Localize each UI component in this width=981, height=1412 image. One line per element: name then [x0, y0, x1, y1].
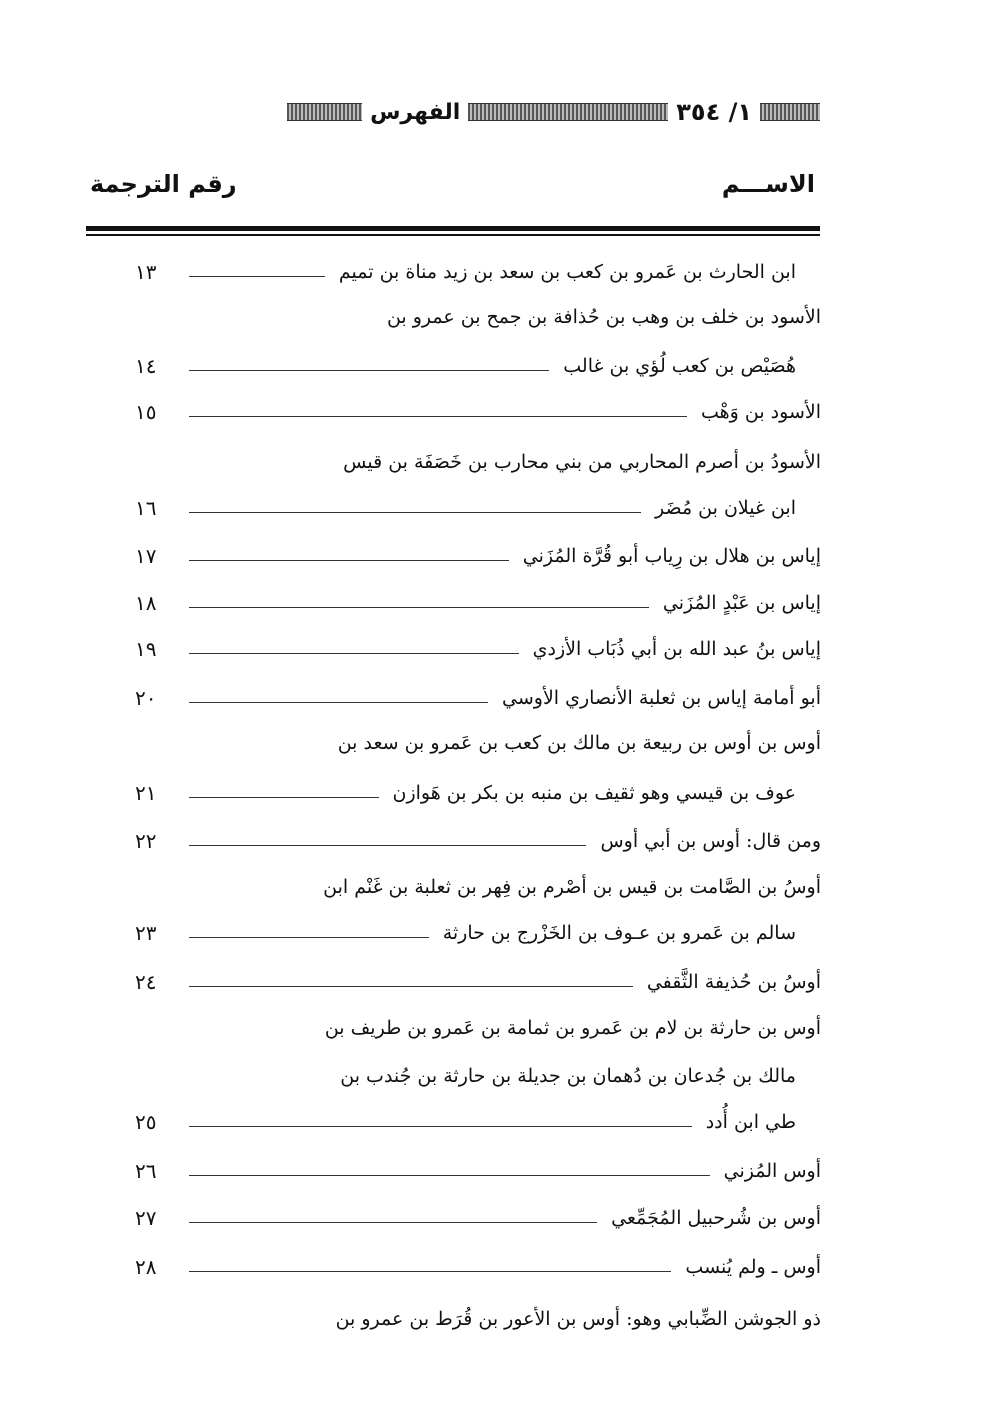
entry-text: ومن قال: أوس بن أبي أوس	[600, 830, 821, 852]
entry-number: ٢١	[135, 781, 157, 805]
entry-number: ١٩	[135, 637, 157, 661]
entry-text: ابن الحارث بن عَمرو بن كعب بن سعد بن زيد مناة بن تميم	[338, 261, 796, 283]
index-entry	[135, 1299, 821, 1339]
entry-text: أبو أمامة إياس بن ثعلبة الأنصاري الأوسي	[502, 687, 821, 709]
index-entry	[135, 1008, 821, 1048]
entry-text: أوس بن حارثة بن لام بن عَمرو بن ثمامة بن عَمرو بن طريف بن	[324, 1017, 821, 1039]
entry-text: الأسود بن خلف بن وهب بن حُذافة بن جمح بن عمرو بن	[386, 306, 821, 328]
number-column-heading: رقم الترجمة	[90, 170, 237, 198]
entry-number: ٢٧	[135, 1206, 157, 1230]
dot-leader	[189, 937, 429, 938]
index-entry	[135, 1247, 821, 1287]
dot-leader	[189, 1175, 710, 1176]
heading-rule	[86, 234, 820, 236]
entry-text: أوسُ بن الصَّامت بن قيس بن أصْرم بن فِهر بن ثعلبة بن غَنْم ابن	[323, 876, 821, 898]
index-entry	[135, 583, 821, 623]
entry-text: أوس بن شُرحبيل المُجَمِّعي	[611, 1207, 821, 1229]
header-ornament-bar	[287, 103, 362, 121]
index-entry	[135, 723, 821, 763]
entry-number: ٢٢	[135, 829, 157, 853]
entry-number: ٢٠	[135, 686, 157, 710]
index-entry	[135, 346, 796, 386]
entry-number: ١٥	[135, 400, 157, 424]
dot-leader	[189, 797, 379, 798]
entry-text: أوسُ بن حُذيفة الثَّقفي	[646, 971, 821, 993]
entry-number: ٢٥	[135, 1110, 157, 1134]
entry-text: أوس المُزني	[723, 1160, 821, 1182]
name-column-heading: الاســـم	[721, 170, 815, 198]
index-entry	[135, 678, 821, 718]
header-ornament-bar	[468, 103, 668, 121]
entry-number: ٢٣	[135, 921, 157, 945]
entry-text: إياس بن هلال بن رِياب أبو قُرَّة المُزَني	[522, 545, 821, 567]
header-ornament-bar	[760, 103, 820, 121]
entry-text: مالك بن جُدعان بن دُهمان بن جديلة بن حارثة بن جُندب بن	[340, 1065, 796, 1087]
index-entry	[135, 1151, 821, 1191]
dot-leader	[189, 607, 649, 608]
entry-number: ١٨	[135, 591, 157, 615]
dot-leader	[189, 416, 687, 417]
index-entry	[135, 773, 796, 813]
index-entry	[135, 442, 821, 482]
index-entry	[135, 1198, 821, 1238]
entry-text: طي ابن أُدد	[705, 1111, 796, 1133]
entry-number: ٢٦	[135, 1159, 157, 1183]
entry-text: أوس بن أوس بن ربيعة بن مالك بن كعب بن عَمرو بن سعد بن	[337, 732, 821, 754]
entry-text: الأسود بن وَهْب	[701, 401, 821, 423]
entry-text: إياس بنُ عبد الله بن أبي ذُبَاب الأزدي	[532, 638, 821, 660]
entry-text: عوف بن قيسي وهو ثقيف بن منبه بن بكر بن هَوازن	[392, 782, 796, 804]
index-entry	[135, 252, 796, 292]
entry-text: هُصَيْص بن كعب لُؤي بن غالب	[563, 355, 796, 377]
dot-leader	[189, 702, 488, 703]
index-entry	[135, 536, 821, 576]
index-entry	[135, 867, 821, 907]
dot-leader	[189, 653, 519, 654]
dot-leader	[189, 986, 633, 987]
index-entry	[135, 297, 821, 337]
entry-text: سالم بن عَمرو بن عـوف بن الخَزْرج بن حارثة	[442, 922, 796, 944]
dot-leader	[189, 845, 586, 846]
index-entry	[135, 913, 796, 953]
entry-number: ١٦	[135, 496, 157, 520]
entry-number: ١٤	[135, 354, 157, 378]
dot-leader	[189, 1271, 671, 1272]
dot-leader	[189, 276, 325, 277]
dot-leader	[189, 1222, 597, 1223]
entry-number: ١٣	[135, 260, 157, 284]
page-reference: ١/ ٣٥٤	[676, 98, 752, 126]
dot-leader	[189, 370, 549, 371]
entry-text: ابن غيلان بن مُضَر	[655, 497, 796, 519]
index-entry	[135, 962, 821, 1002]
dot-leader	[189, 560, 509, 561]
entry-text: الأسودُ بن أصرم المحاربي من بني محارب بن خَصَفَة بن قيس	[343, 451, 821, 473]
heading-rule	[86, 226, 820, 231]
index-entry	[135, 821, 821, 861]
entry-text: إياس بن عَبْدٍ المُزَني	[662, 592, 821, 614]
section-title: الفهرس	[370, 99, 461, 125]
index-entry	[135, 488, 796, 528]
index-entry	[135, 629, 821, 669]
dot-leader	[189, 512, 641, 513]
entry-number: ٢٤	[135, 970, 157, 994]
entry-number: ٢٨	[135, 1255, 157, 1279]
entry-text: ذو الجوشن الضِّبابي وهو: أوس بن الأعور بن قُرَط بن عمرو بن	[335, 1308, 821, 1330]
running-header	[86, 92, 820, 132]
index-entry	[135, 1056, 796, 1096]
dot-leader	[189, 1126, 692, 1127]
index-entry	[135, 1102, 796, 1142]
index-entry	[135, 392, 821, 432]
entry-text: أوس ـ ولم يُنسب	[685, 1256, 821, 1278]
entry-number: ١٧	[135, 544, 157, 568]
